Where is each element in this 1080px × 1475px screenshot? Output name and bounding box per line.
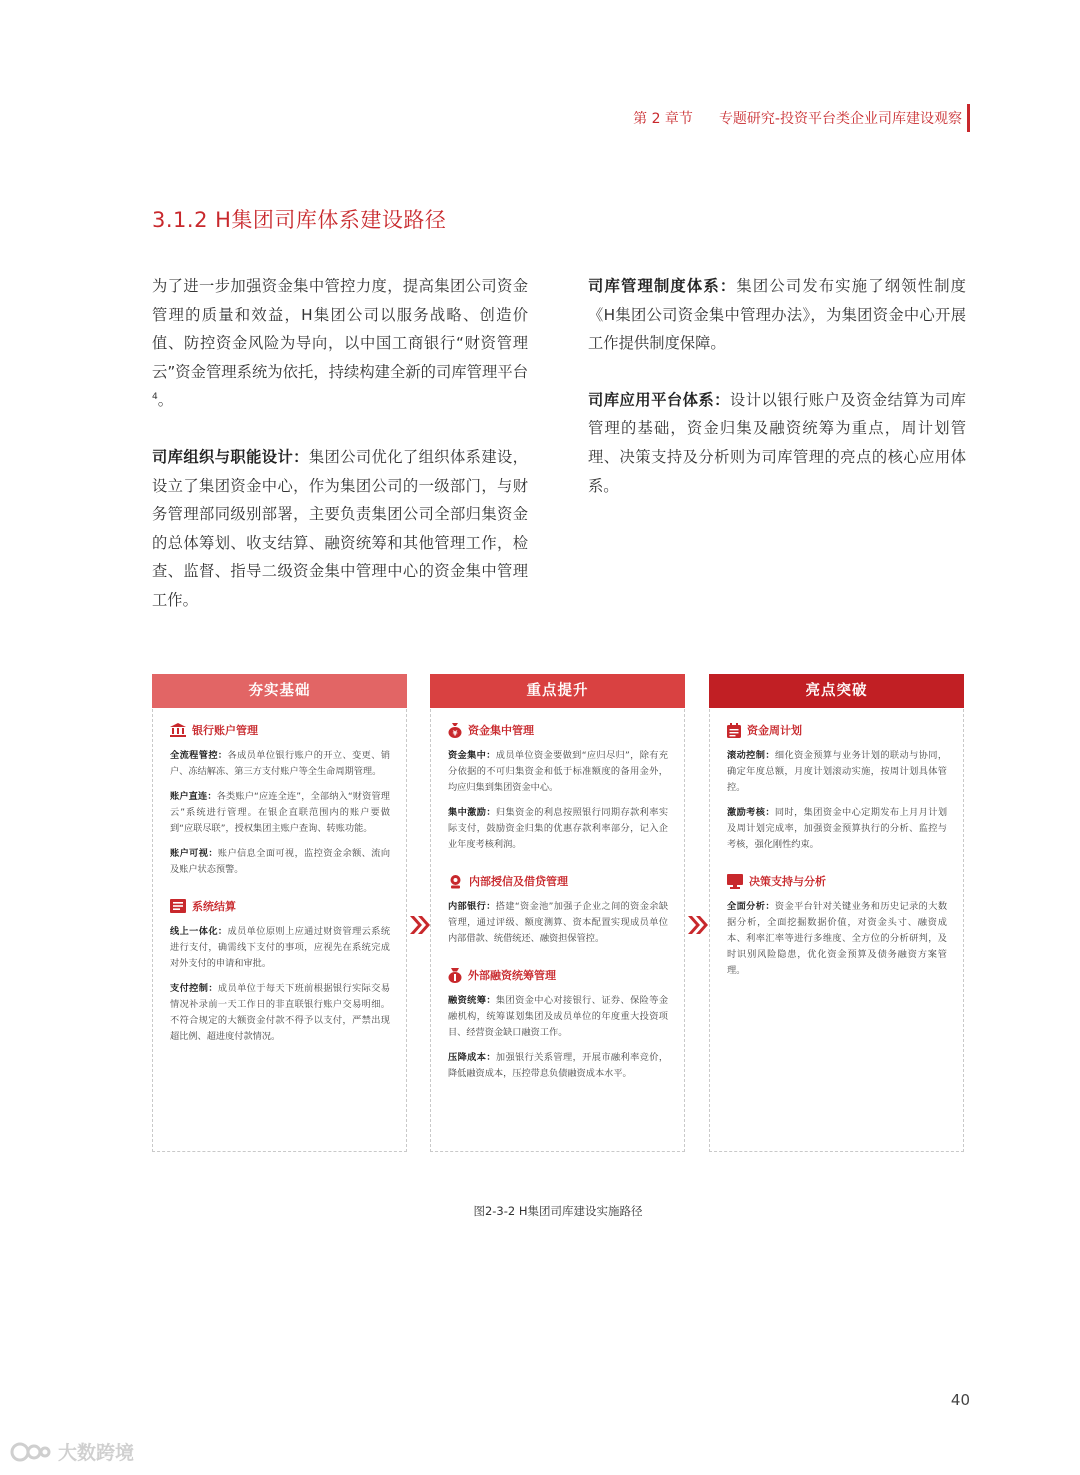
svg-text:¥: ¥ bbox=[452, 729, 458, 737]
panel-key-improvement bbox=[430, 674, 685, 1152]
list-item: 支付控制：成员单位于每天下班前根据银行实际交易情况补录前一天工作日的非直联银行账户交易明细。不符合规定的大额资金付款不得予以支付，严禁出现超比例、超进度付款情况。 bbox=[170, 983, 391, 1042]
list-item: 资金集中：成员单位资金要做到“应归尽归”，除有充分依据的不可归集资金和低于标准额度的备用金外，均应归集到集团资金中心。 bbox=[448, 750, 669, 793]
section-heading: 外部融资统筹管理 bbox=[448, 967, 668, 983]
credit-icon bbox=[448, 874, 463, 889]
list-item: 滚动控制：细化资金预算与业务计划的联动与协同，确定年度总额，月度计划滚动实施，按周计划具体管控。 bbox=[727, 750, 948, 793]
finance-icon bbox=[448, 968, 462, 983]
chapter-topic: 专题研究-投资平台类企业司库建设观察 bbox=[718, 111, 962, 127]
panel-title: 夯实基础 bbox=[152, 674, 407, 708]
list-item: 账户可视：账户信息全面可视，监控资金余额、流向及账户状态预警。 bbox=[170, 848, 391, 875]
list-item: 账户直连：各类账户“应连全连”，全部纳入“财资管理云”系统进行管理。在银企直联范围内的账户要做到“应联尽联”，授权集团主账户查询、转账功能。 bbox=[170, 791, 390, 834]
list-item: 全流程管控：各成员单位银行账户的开立、变更、销户、冻结解冻、第三方支付账户等全生命周期管理。 bbox=[170, 750, 391, 777]
panel-foundation bbox=[152, 674, 407, 1152]
panel-highlight-breakthrough bbox=[709, 674, 964, 1152]
panel-title: 亮点突破 bbox=[709, 674, 964, 708]
list-item: 激励考核：同时，集团资金中心定期发布上月月计划及周计划完成率，加强资金预算执行的分析、监控与考核，强化刚性约束。 bbox=[727, 807, 948, 850]
chapter-label: 第 2 章节 bbox=[633, 111, 693, 127]
platform-paragraph: 司库应用平台体系：设计以银行账户及资金结算为司库管理的基础，资金归集及融资统筹为重点，周计划管理、决策支持及分析则为司库管理的亮点的核心应用体系。 bbox=[588, 390, 966, 495]
section-heading: ¥ 资金集中管理 bbox=[448, 722, 668, 738]
right-column bbox=[588, 272, 966, 528]
running-header bbox=[633, 104, 962, 132]
section-heading: 决策支持与分析 bbox=[727, 873, 947, 889]
list-item: 融资统筹：集团资金中心对接银行、证券、保险等金融机构，统筹谋划集团及成员单位的年度重大投资项目、经营资金缺口融资工作。 bbox=[448, 995, 669, 1038]
calendar-icon bbox=[727, 723, 741, 738]
list-item: 线上一体化：成员单位原则上应通过财资管理云系统进行支付，确需线下支付的事项，应视先在系统完成对外支付的申请和审批。 bbox=[170, 926, 391, 969]
org-design-paragraph: 司库组织与职能设计：集团公司优化了组织体系建设，设立了集团资金中心，作为集团公司的一级部门，与财务管理部同级别部署，主要负责集团公司全部归集资金的总体筹划、收支结算、融资统筹和其他管理工作，检查、监督、指导二级资金集中管理中心的资金集中管理工作。 bbox=[152, 447, 528, 609]
list-item: 集中激励：归集资金的利息按照银行同期存款利率实际支付，鼓励资金归集的优惠存款利率部分，记入企业年度考核利润。 bbox=[448, 807, 669, 850]
page-number: 40 bbox=[950, 1391, 970, 1409]
header-rule bbox=[967, 104, 970, 132]
bank-icon bbox=[170, 723, 186, 737]
list-item: 压降成本：加强银行关系管理，开展市融利率竞价，降低融资成本，压控带息负债融资成本水平。 bbox=[448, 1052, 669, 1079]
monitor-icon bbox=[727, 874, 743, 889]
section-heading: 内部授信及借贷管理 bbox=[448, 873, 668, 889]
section-heading: 系统结算 bbox=[170, 898, 390, 914]
left-column bbox=[152, 272, 528, 643]
watermark-text: 大数跨境 bbox=[58, 1442, 135, 1464]
ledger-icon bbox=[170, 899, 186, 913]
panel-title: 重点提升 bbox=[430, 674, 685, 708]
watermark-logo-icon bbox=[10, 1441, 52, 1463]
chevron-right-icon bbox=[686, 914, 710, 936]
intro-paragraph: 为了进一步加强资金集中管控力度，提高集团公司资金管理的质量和效益，H集团公司以服务战略、创造价值、防控资金风险为导向，以中国工商银行“财资管理云”资金管理系统为依托，持续构建全新的司库管理平台$^4$。 bbox=[152, 277, 528, 410]
system-policy-paragraph: 司库管理制度体系：集团公司发布实施了纲领性制度《H集团公司资金集中管理办法》，为集团资金中心开展工作提供制度保障。 bbox=[588, 277, 966, 353]
list-item: 内部银行：搭建“资金池”加强子企业之间的资金余缺管理，通过评级、额度测算、资本配置实现成员单位内部借款、统借统还、融资担保管控。 bbox=[448, 901, 669, 944]
section-title: 3.1.2 H集团司库体系建设路径 bbox=[152, 208, 447, 232]
list-item: 全面分析：资金平台针对关键业务和历史记录的大数据分析，全面挖掘数据价值，对资金头寸、融资成本、利率汇率等进行多维度、全方位的分析研判，及时识别风险隐患，优化资金预算及债务融资方案管理。 bbox=[727, 901, 948, 976]
chevron-right-icon bbox=[408, 914, 432, 936]
section-heading: 资金周计划 bbox=[727, 722, 947, 738]
implementation-path-diagram bbox=[152, 674, 964, 1154]
watermark bbox=[10, 1438, 134, 1465]
footnote-ref[interactable]: 4 bbox=[152, 392, 158, 403]
section-heading: 银行账户管理 bbox=[170, 722, 390, 738]
figure-caption: 图2-3-2 H集团司库建设实施路径 bbox=[473, 1204, 643, 1218]
money-bag-icon bbox=[448, 723, 462, 738]
